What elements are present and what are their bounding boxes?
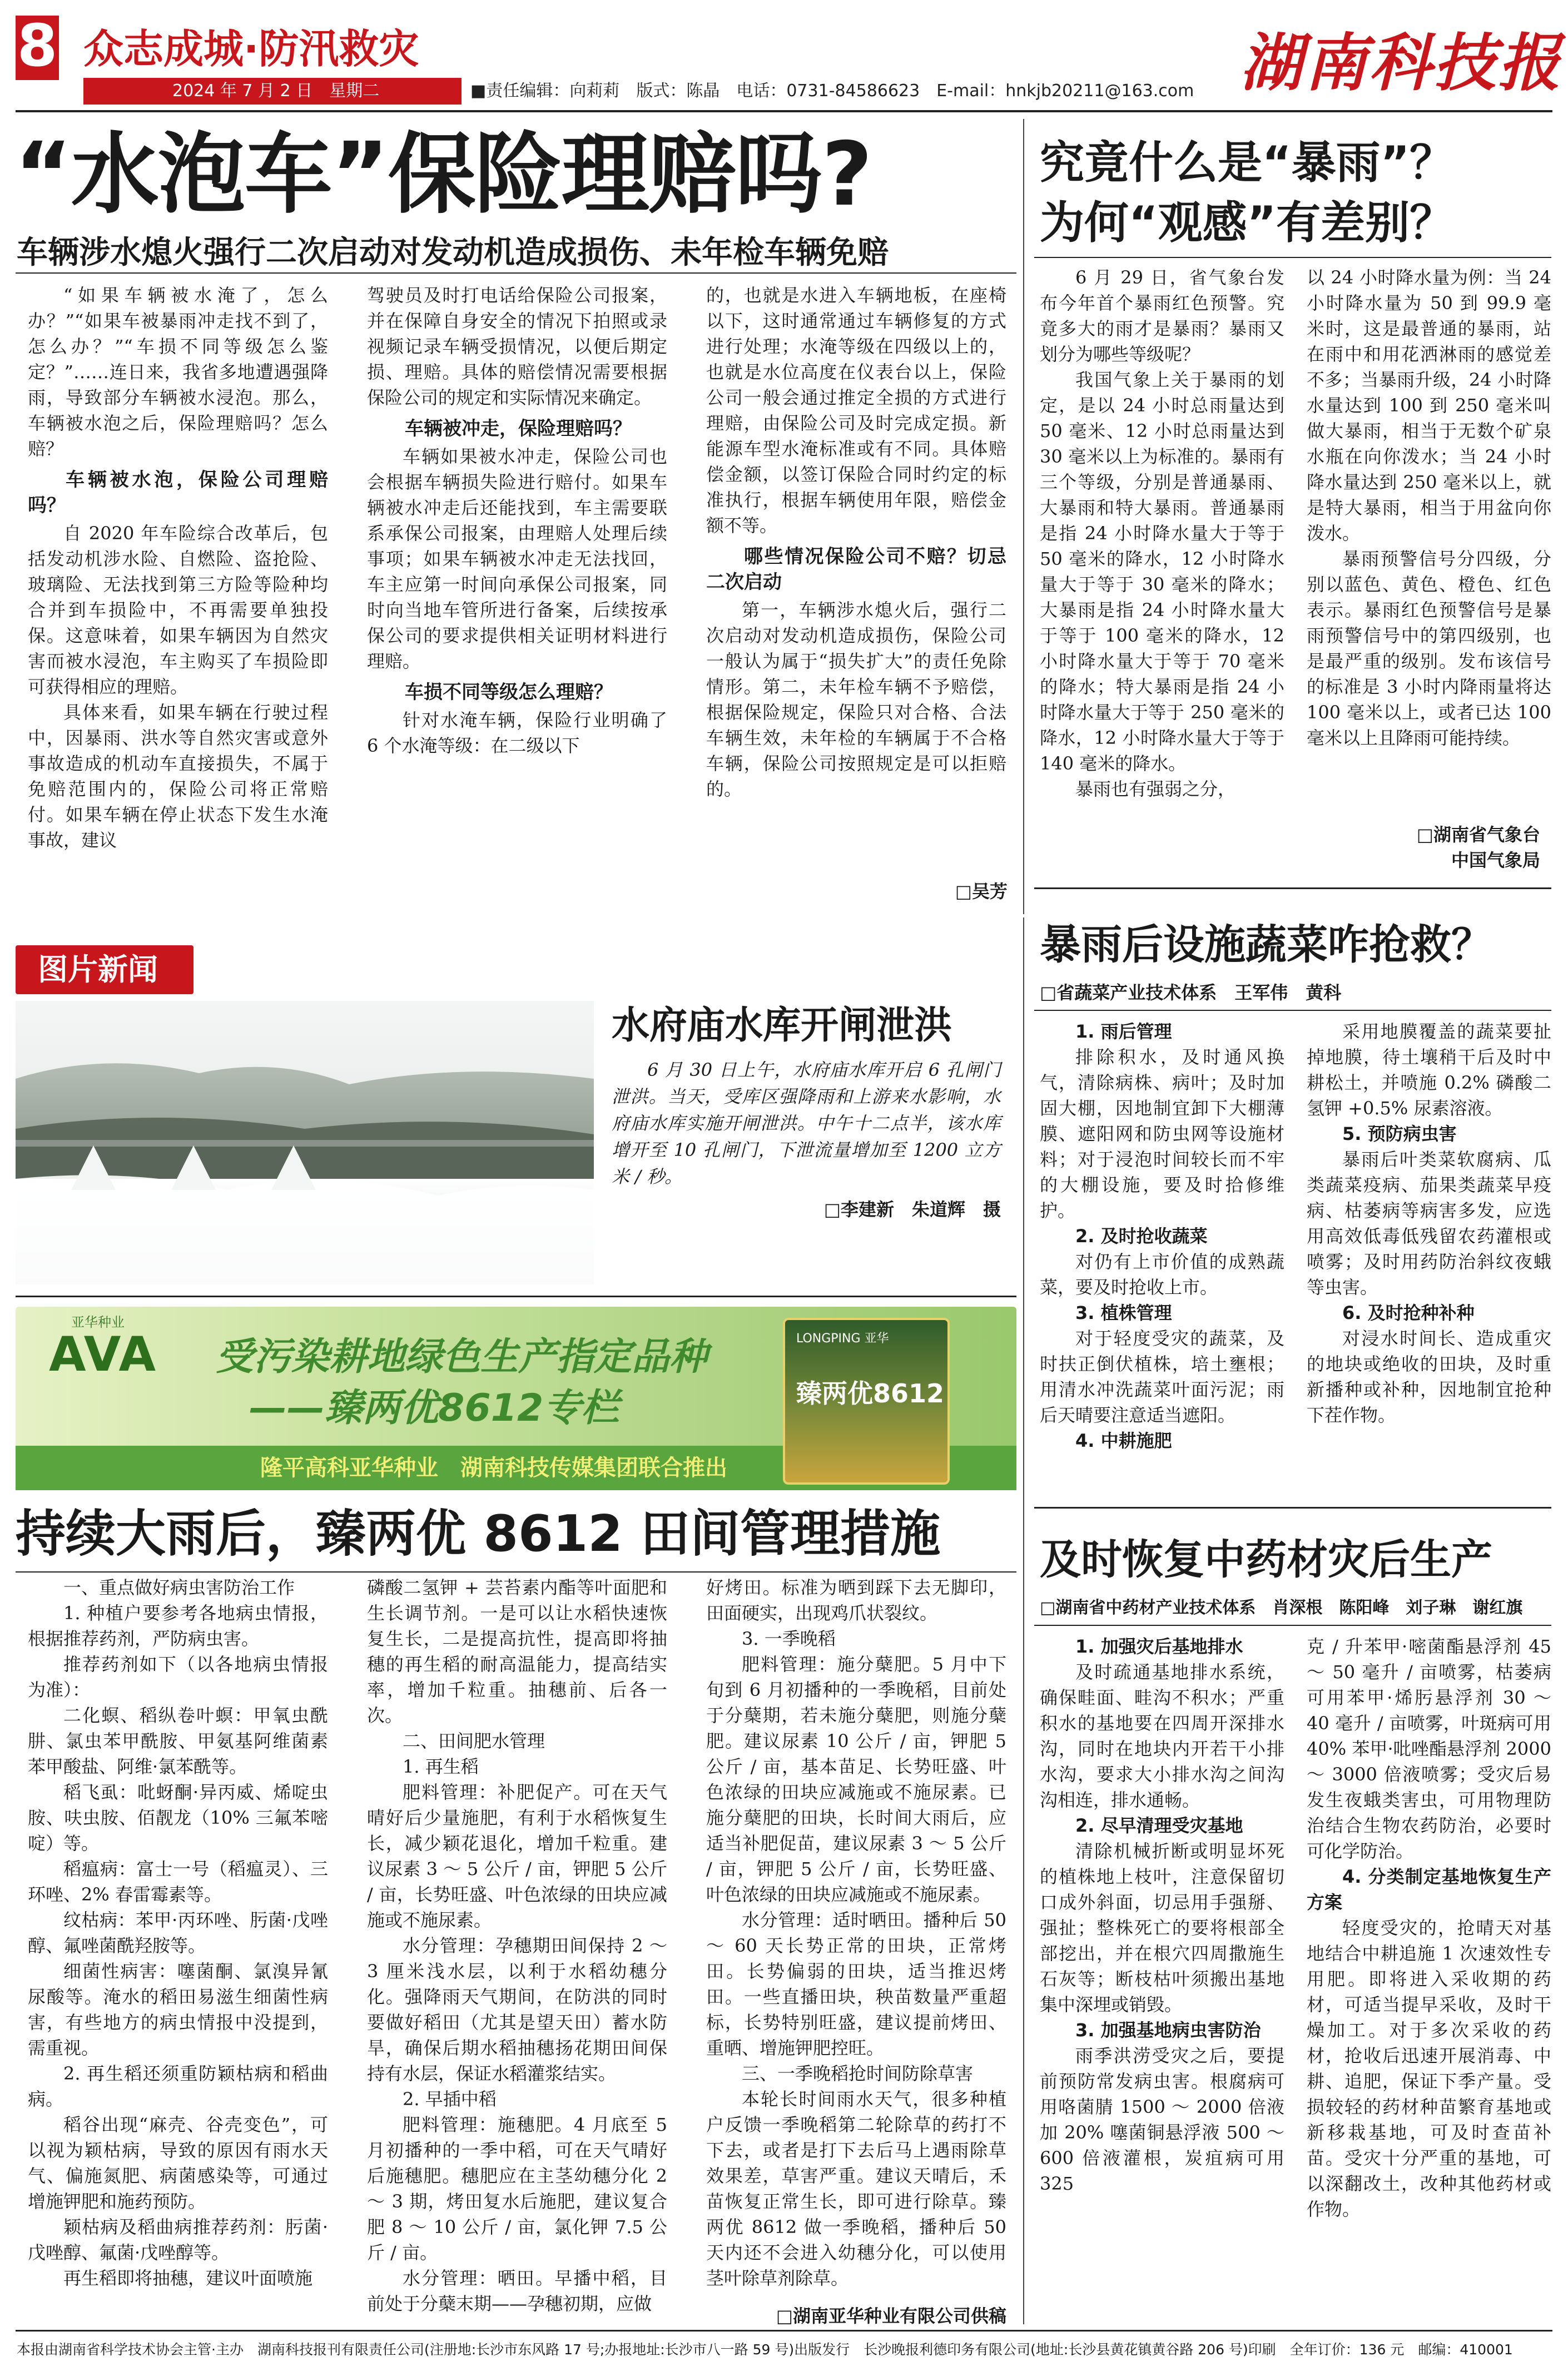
a4-title: 持续大雨后，臻两优 8612 田间管理措施 (16, 1505, 941, 1563)
a5-col-1 (1040, 1634, 1284, 2323)
paragraph: 二化螟、稻纵卷叶螟：甲氧虫酰肼、氯虫苯甲酰胺、甲氨基阿维菌素苯甲酸盐、阿维·氯苯酰等。 (28, 1705, 328, 1777)
header-meta: ■责任编辑：向莉莉 版式：陈晶 电话：0731-84586623 E-mail：hnkjb20211@163.com (470, 81, 1194, 101)
a2-col-1 (1040, 265, 1284, 871)
paragraph: 水分管理：适时晒田。播种后 50 ～ 60 天长势正常的田块，正常烤田。长势偏弱的田块，适当推迟烤田。一些直播田块，秧苗数量严重超标，长势特别旺盛，建议提前烤田、重晒、增施钾肥控旺。 (706, 1909, 1006, 2058)
a1-col-3 (706, 282, 1006, 911)
a1-rule (16, 272, 1016, 274)
subheading: 3. 植株管理 (1075, 1302, 1172, 1323)
photo-rule (16, 1296, 1016, 1297)
a5-col-2 (1307, 1634, 1551, 2323)
seed-bag-brand: LONGPING 亚华 (796, 1332, 889, 1346)
paragraph: 6 月 29 日，省气象台发布今年首个暴雨红色预警。究竟多大的雨才是暴雨？暴雨又划分为哪些等级呢？ (1040, 267, 1284, 365)
subheading: 4. 分类制定基地恢复生产方案 (1307, 1866, 1551, 1913)
footer-text: 本报由湖南省科学技术协会主管·主办 湖南科技报刊有限责任公司(注册地:长沙市东风路 17 号;办报地址:长沙市八一路 59 号)出版发行 长沙晚报利德印务有限公司(地址:长沙县黄花镇黄谷路 206 号)印刷 全年订价：136 元 邮编：410001 (17, 2342, 1513, 2358)
section-title: 众志成城·防汛救灾 (83, 26, 419, 72)
subheading: 1. 雨后管理 (1075, 1021, 1172, 1042)
subheading: 车辆被冲走，保险理赔吗？ (405, 418, 632, 440)
banner-brand-small: 亚华种业 (71, 1315, 125, 1330)
paragraph: 暴雨后叶类菜软腐病、瓜类蔬菜疫病、茄果类蔬菜早疫病、枯萎病等病害多发，应选用高效低毒低残留农药灌根或喷雾；及时用药防治斜纹夜蛾等虫害。 (1307, 1149, 1551, 1298)
paragraph: 本轮长时间雨水天气，很多种植户反馈一季晚稻第二轮除草的药打不下去，或者是打下去后马上遇雨除草效果差，草害严重。建议天晴后，禾苗恢复正常生长，即可进行除草。臻两优 8612 做一季晚稻，播种后 50 天内还不会进入幼穗分化，可以使用茎叶除草剂除草。 (706, 2089, 1006, 2289)
a3-col-1 (1040, 1019, 1284, 1552)
photo-news-text: 6 月 30 日上午，水府庙水库开启 6 孔闸门泄洪。当天，受库区强降雨和上游来水影响，水府庙水库实施开闸泄洪。中午十二点半，该水库增开至 10 孔闸门，下泄流量增加至 1200 立方米 / 秒。 (612, 1059, 1001, 1187)
a1-col-rule (1023, 119, 1024, 914)
paragraph: 三、一季晚稻抢时间防除草害 (742, 2063, 974, 2084)
a4-col-3 (706, 1575, 1006, 2298)
subheading: 3. 加强基地病虫害防治 (1075, 2020, 1261, 2041)
a2-bottom-rule (1034, 887, 1551, 889)
seed-bag-name: 臻两优8612 (796, 1378, 945, 1408)
subheading: 2. 尽早清理受灾基地 (1075, 1815, 1243, 1836)
page-number-text: 8 (17, 12, 58, 80)
paragraph: 以 24 小时降水量为例：当 24 小时降水量为 50 到 99.9 毫米时，这是最普通的暴雨，站在雨中和用花洒淋雨的感觉差不多；当暴雨升级，24 小时降水量达到 100 到 250 毫米叫做大暴雨，相当于无数个矿泉水瓶在向你泼水；当 24 小时降水量达到 250 毫米以上，就是特大暴雨，相当于用盆向你泼水。 (1307, 267, 1551, 544)
seed-banner (16, 1307, 1016, 1490)
paragraph: 暴雨也有强弱之分， (1075, 778, 1236, 800)
paragraph: 清除机械折断或明显坏死的植株地上枝叶，注意保留切口成外斜面，切忌用手强掰、强扯；整株死亡的要将根部全部挖出，并在根穴四周撒施生石灰等；断枝枯叶须搬出基地集中深埋或销毁。 (1040, 1841, 1284, 2015)
subheading: 哪些情况保险公司不赔？切忌二次启动 (706, 545, 1006, 593)
a2-rule (1034, 257, 1551, 258)
paragraph: 第一，车辆涉水熄火后，强行二次启动对发动机造成损伤，保险公司一般认为属于“损失扩大”的责任免除情形。第二，未年检车辆不予赔偿，根据保险规定，保险只对合格、合法车辆生效，未年检的车辆属于不合格车辆，保险公司按照规定是可以拒赔的。 (706, 599, 1006, 800)
paragraph: 轻度受灾的，抢晴天对基地结合中耕追施 1 次速效性专用肥。即将进入采收期的药材，可适当提早采收，及时干燥加工。对于多次采收的药材，抢收后迅速开展消毒、中耕、追肥，保证下季产量。受损较轻的药材种苗繁育基地或新移栽基地，可及时查苗补苗。受灾十分严重的基地，可以深翻改土，改种其他药材或作物。 (1307, 1917, 1551, 2220)
a1-col-1 (28, 282, 328, 911)
paragraph: “如果车辆被水淹了，怎么办？”“如果车被暴雨冲走找不到了，怎么办？”“车损不同等级怎么鉴定？”……连日来，我省多地遭遇强降雨，导致部分车辆被水浸泡。那么，车辆被水泡之后，保险理赔吗？怎么赔？ (28, 285, 328, 459)
subheading: 5. 预防病虫害 (1342, 1123, 1457, 1144)
a4-rule (16, 1571, 1016, 1573)
a1-title: “水泡车”保险理赔吗? (14, 123, 872, 226)
a2-signature-2: 中国气象局 (1451, 850, 1540, 871)
subheading: 车辆被水泡，保险公司理赔吗？ (28, 469, 328, 517)
a4-signature: □湖南亚华种业有限公司供稿 (776, 2305, 1006, 2327)
a2-columns (1040, 265, 1551, 871)
paragraph: 自 2020 年车险综合改革后，包括发动机涉水险、自燃险、盗抢险、玻璃险、无法找到第三方险等险种均合并到车损险中，不再需要单独投保。这意味着，如果车辆因为自然灾害而被水浸泡，车主购买了车损险即可获得相应的理赔。 (28, 523, 328, 697)
paragraph: 1. 种植户要参考各地病虫情报，根据推荐药剂，严防病虫害。 (28, 1603, 328, 1649)
a2-signature-1: □湖南省气象台 (1416, 824, 1540, 845)
paragraph: 水分管理：晒田。早播中稻，目前处于分蘖末期——孕穗初期，应做 (367, 2268, 667, 2314)
paragraph: 稻瘟病：富士一号（稻瘟灵）、三环唑、2% 春雷霉素等。 (28, 1858, 328, 1905)
header-date: 2024 年 7 月 2 日 星期二 (172, 81, 380, 101)
paragraph: 推荐药剂如下（以各地病虫情报为准）： (28, 1654, 328, 1700)
paragraph: 再生稻即将抽穗，建议叶面喷施 (63, 2268, 313, 2289)
paragraph: 的，也就是水进入车辆地板，在座椅以下，这时通常通过车辆修复的方式进行处理；水淹等级在四级以上的，也就是水位高度在仪表台以上，保险公司一般会通过推定全损的方式进行理赔，由保险公司及时完成定损。新能源车型水淹标准或有不同。具体赔偿金额，以签订保险合同时约定的标准执行，根据车辆使用年限，赔偿金额不等。 (706, 285, 1006, 536)
photo-news-title: 水府庙水库开闸泄洪 (612, 1004, 952, 1048)
photo-news-tag: 图片新闻 (38, 952, 158, 987)
banner-line-2: ——臻两优8612专栏 (249, 1386, 619, 1430)
paragraph: 颖枯病及稻曲病推荐药剂：肟菌·戊唑醇、氟菌·戊唑醇等。 (28, 2216, 328, 2263)
paragraph: 细菌性病害：噻菌酮、氯溴异氰尿酸等。淹水的稻田易滋生细菌性病害，有些地方的病虫情报中没提到，需重视。 (28, 1961, 328, 2058)
paragraph: 稻飞虱：吡蚜酮·异丙威、烯啶虫胺、呋虫胺、佰靓龙（10% 三氟苯嘧啶）等。 (28, 1782, 328, 1854)
banner-line-1: 受污染耕地绿色生产指定品种 (216, 1335, 708, 1379)
reservoir-photo (16, 1001, 594, 1284)
paragraph: 雨季洪涝受灾之后，要提前预防常发病虫害。根腐病可用咯菌腈 1500 ～ 2000 倍液加 20% 噻菌铜悬浮液 500 ～ 600 倍液灌根，炭疽病可用 325 (1040, 2045, 1284, 2194)
paragraph: 3. 一季晚稻 (742, 1628, 836, 1649)
paragraph: 克 / 升苯甲·嘧菌酯悬浮剂 45 ～ 50 毫升 / 亩喷雾，枯萎病可用苯甲·烯肟悬浮剂 30 ～ 40 毫升 / 亩喷雾，叶斑病可用 40% 苯甲·吡唑酯悬浮剂 2000 ～ 3000 倍液喷雾；受灾后易发生夜蛾类害虫，可用物理防治结合生物农药防治，必要时可化学防治。 (1307, 1636, 1551, 1862)
a2-title-2: 为何“观感”有差别？ (1040, 197, 1455, 249)
a4-col-1 (28, 1575, 328, 2298)
paragraph: 及时疏通基地排水系统，确保畦面、畦沟不积水；严重积水的基地要在四周开深排水沟，同时在地块内开若干小排水沟，要求大小排水沟之间沟沟相连，排水通畅。 (1040, 1661, 1284, 1811)
paragraph: 采用地膜覆盖的蔬菜要扯掉地膜，待土壤稍干后及时中耕松土，并喷施 0.2% 磷酸二氢钾 +0.5% 尿素溶液。 (1307, 1021, 1551, 1119)
paragraph: 1. 再生稻 (403, 1756, 479, 1777)
a5-byline: □湖南省中药材产业技术体系 肖深根 陈阳峰 刘子琳 谢红旗 (1040, 1598, 1523, 1618)
a1-subtitle: 车辆涉水熄火强行二次启动对发动机造成损伤、未年检车辆免赔 (17, 235, 889, 271)
a4-columns (28, 1575, 1006, 2314)
a3-byline: □省蔬菜产业技术体系 王军伟 黄科 (1040, 982, 1342, 1003)
paragraph: 对浸水时间长、造成重灾的地块或绝收的田块，及时重新播种或补种，因地制宜抢种下茬作物。 (1307, 1328, 1551, 1426)
subheading: 车损不同等级怎么理赔？ (405, 681, 613, 703)
paragraph: 肥料管理：施穗肥。4 月底至 5 月初播种的一季中稻，可在天气晴好后施穗肥。穗肥应在主茎幼穗分化 2 ～ 3 期，烤田复水后施肥，建议复合肥 8 ～ 10 公斤 / 亩，氯化钾 7.5 公斤 / 亩。 (367, 2114, 667, 2263)
paragraph: 水分管理：孕穗期田间保持 2 ～ 3 厘米浅水层，以利于水稻幼穗分化。强降雨天气期间，在防洪的同时要做好稻田（尤其是望天田）蓄水防旱，确保后期水稻抽穗扬花期田间保持有水层，保证水稻灌浆结实。 (367, 1935, 667, 2084)
header-rule (16, 110, 1552, 112)
subheading: 6. 及时抢种补种 (1342, 1302, 1475, 1323)
a1-col-2 (367, 282, 667, 911)
subheading: 4. 中耕施肥 (1075, 1430, 1172, 1451)
a5-rule (1034, 1625, 1551, 1626)
paragraph: 排除积水，及时通风换气，清除病株、病叶；及时加固大棚，因地制宜卸下大棚薄膜、遮阳网和防虫网等设施材料；对于浸泡时间较长而不牢的大棚设施，要及时拾修维护。 (1040, 1046, 1284, 1221)
paragraph: 2. 再生稻还须重防颖枯病和稻曲病。 (28, 2063, 328, 2110)
paragraph: 二、田间肥水管理 (403, 1730, 545, 1752)
paper-name-logo: 湖南科技报 (1240, 27, 1562, 100)
footer-rule (16, 2330, 1552, 2332)
subheading: 2. 及时抢收蔬菜 (1075, 1226, 1208, 1247)
a3-rule (1034, 1010, 1551, 1011)
paragraph: 好烤田。标准为晒到踩下去无脚印，田面硬实，出现鸡爪状裂纹。 (706, 1577, 1006, 1624)
paragraph: 暴雨预警信号分四级，分别以蓝色、黄色、橙色、红色表示。暴雨红色预警信号是暴雨预警信号中的第四级别，也是最严重的级别。发布该信号的标准是 3 小时内降雨量将达 100 毫米以上，或者已达 100 毫米以上且降雨可能持续。 (1307, 548, 1551, 748)
subheading: 1. 加强灾后基地排水 (1075, 1636, 1243, 1657)
paragraph: 纹枯病：苯甲·丙环唑、肟菌·戊唑醇、氟唑菌酰羟胺等。 (28, 1909, 328, 1956)
banner-bottom: 隆平高科亚华种业 湖南科技传媒集团联合推出 (260, 1455, 727, 1481)
a2-col-2 (1307, 265, 1551, 871)
a4-col-2 (367, 1575, 667, 2314)
paragraph: 肥料管理：施分蘖肥。5 月中下旬到 6 月初播种的一季晚稻，目前处于分蘖期，若未施分蘖肥，则施分蘖肥。建议尿素 10 公斤 / 亩，钾肥 5 公斤 / 亩，基本苗足、长势旺盛、叶色浓绿的田块应减施或不施尿素。已施分蘖肥的田块，长时间大雨后，应适当补肥促苗，建议尿素 3 ～ 5 公斤 / 亩，钾肥 5 公斤 / 亩，长势旺盛、叶色浓绿的田块应减施或不施尿素。 (706, 1654, 1006, 1905)
banner-logo: AVA (49, 1327, 157, 1382)
paragraph: 肥料管理：补肥促产。可在天气晴好后少量施肥，有利于水稻恢复生长，减少颖花退化，增加千粒重。建议尿素 3 ～ 5 公斤 / 亩，钾肥 5 公斤 / 亩，长势旺盛、叶色浓绿的田块应减施或不施尿素。 (367, 1782, 667, 1931)
lower-col-rule (1023, 917, 1024, 2324)
paragraph: 针对水淹车辆，保险行业明确了 6 个水淹等级：在二级以下 (367, 710, 667, 756)
paragraph: 车辆如果被水冲走，保险公司也会根据车辆损失险进行赔付。如果车辆被水冲走后还能找到，车主需要联系承保公司报案，由理赔人处理后续事项；如果车辆被水冲走无法找回，车主应第一时间向承保公司报案，同时向当地车管所进行备案，后续按承保公司的要求提供相关证明材料进行理赔。 (367, 446, 667, 672)
a3-col-2 (1307, 1019, 1551, 1552)
a3-columns (1040, 1019, 1551, 1552)
seed-bag (783, 1318, 950, 1485)
paragraph: 2. 早插中稻 (403, 2089, 497, 2110)
paragraph: 磷酸二氢钾 + 芸苔素内酯等叶面肥和生长调节剂。一是可以让水稻快速恢复生长，二是提高抗性，提高即将抽穗的再生稻的耐高温能力，提高结实率，增加千粒重。抽穗前、后各一次。 (367, 1577, 667, 1726)
photo-news-credit: □李建新 朱道辉 摄 (823, 1199, 1001, 1220)
a5-columns (1040, 1634, 1551, 2323)
paragraph: 稻谷出现“麻壳、谷壳变色”，可以视为颖枯病，导致的原因有雨水天气、偏施氮肥、病菌感染等，可通过增施钾肥和施药预防。 (28, 2114, 328, 2212)
a5-title: 及时恢复中药材灾后生产 (1040, 1536, 1492, 1584)
paragraph: 一、重点做好病虫害防治工作 (63, 1577, 295, 1598)
a3-title: 暴雨后设施蔬菜咋抢救？ (1040, 921, 1492, 969)
paragraph: 对于轻度受灾的蔬菜，及时扶正倒伏植株，培土壅根；用清水冲洗蔬菜叶面污泥；雨后天晴要注意适当遮阳。 (1040, 1328, 1284, 1426)
a2-title-1: 究竟什么是“暴雨”？ (1040, 137, 1455, 189)
paragraph: 我国气象上关于暴雨的划定，是以 24 小时总雨量达到 50 毫米、12 小时总雨量达到 30 毫米以上为标准的。暴雨有三个等级，分别是普通暴雨、大暴雨和特大暴雨。普通暴雨是指 24 小时降水量大于等于 50 毫米的降水，12 小时降水量大于等于 30 毫米的降水；大暴雨是指 24 小时降水量大于等于 100 毫米的降水，12 小时降水量大于等于 70 毫米的降水；特大暴雨是指 24 小时降水量大于等于 250 毫米的降水，12 小时降水量大于等于 140 毫米的降水。 (1040, 369, 1284, 774)
paragraph: 驾驶员及时打电话给保险公司报案，并在保障自身安全的情况下拍照或录视频记录车辆受损情况，以便后期定损、理赔。具体的赔偿情况需要根据保险公司的规定和实际情况来确定。 (367, 285, 667, 408)
paragraph: 具体来看，如果车辆在行驶过程中，因暴雨、洪水等自然灾害或意外事故造成的机动车直接损失，不属于免赔范围内的，保险公司将正常赔付。如果车辆在停止状态下发生水淹事故，建议 (28, 702, 328, 851)
a3-bottom-rule (1034, 1507, 1551, 1509)
paragraph: 对仍有上市价值的成熟蔬菜，要及时抢收上市。 (1040, 1251, 1284, 1298)
a1-columns (28, 282, 1006, 911)
a1-signature: □吴芳 (955, 881, 1008, 902)
